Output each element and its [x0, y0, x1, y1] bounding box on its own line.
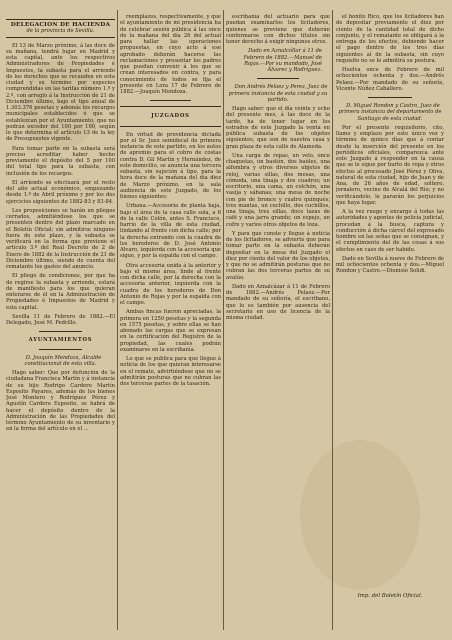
paragraph: Lo que se publica para que llegue á noticia de los que quieran interesarse en el remate, advirtiéndose que no se admitirán posturas que no cubran las dos terceras partes de la tasación. — [120, 356, 221, 387]
column-rule — [117, 10, 118, 630]
paragraph: Hago saber: Que por defunción de la ciudadana Francisca Martín y á instancia de su hijo Rodrigo Cardero Martín Esposito Payares, además de los bienes José Montero y Rodríguez Pérez y Agustín Cardero Esposito, se habrá de hacer el depósito dentro de la Administración de las Propiedades del término Ayuntamiento de su inventario y en la forma del artículo en el ... — [6, 370, 115, 433]
paragraph: D. Joaquín Mendoza, Alcalde constitucional de esta villa. — [24, 354, 102, 367]
column-3 — [226, 14, 330, 626]
paragraph: Urbana.—Accesoria de planta baja, bajo el área de la casa calle sola, a 6 de la calle Colón, antes S. Francisco, barrio de la villa de esta ciudad, lindando al frente con dicha calle; por la derecha entrando con la cuadra de los herederos de D. José Antonio Alvaro, izquierda con la accesoria que sigue, y por la espalda con el campo. — [120, 203, 221, 260]
paragraph: Don Andrés Pelaez y Perez, Juez de primera instancia de esta ciudad y su partido. — [228, 84, 328, 103]
paragraph: Hago saber: que el día veinte y ocho del presente mes, á las doce de la tarde, ha de tener lugar en los estrados de este Juzgado la venta en pública subasta de los objetos siguientes, que son de nuestra casa y gran plaza de esta calle de Alameda. — [226, 106, 330, 150]
signature: Dado en Aznalcóllar á 11 de Febrero de 1882.—Manuel de Rojas.—Por su mandado, José Álvarez y Rodríguez. — [243, 48, 322, 73]
paragraph: D. Miguel Rondon y Castro, Juez de primera instancia del departamento de Santiago de esta ciudad. — [338, 103, 442, 122]
printer-imprint: Imp. del Boletín Oficial. — [357, 593, 423, 599]
delegacion-title: DELEGACION DE HACIENDA — [10, 22, 111, 28]
paragraph: El arriendo se efectuará por el resto del año actual económico, empezando desde 1.º de Abril próximo y por los dos ejercicios siguientes de 1882-83 y 83-84. — [6, 179, 115, 205]
column-rule — [332, 10, 333, 630]
paragraph: Los proposiciones se harán en pliegos cerrados, admitiéndose los que se presenten dentro del plazo marcado en el Boletín Oficial; sin admitirse ninguno fuera de este plazo, y la subasta se verificará en la forma que previene el artículo 3.º del Real Decreto de 2 de Enero de 1882 de la Instrucción de 21 de Diciembre último, siendo de cuenta del rematante los gastos del anuncio. — [6, 207, 115, 270]
section-heading: JUZGADOS — [151, 113, 190, 120]
paragraph: escribanía del actuario para que puedan examinarlos los licitadores, quienes se previene que deberán conformarse con dichos títulos sin tener derecho á exigir ningunos otros. — [226, 14, 330, 45]
column-rule — [223, 10, 224, 630]
paragraph: El 13 de Marzo próximo, á las doce de su mañana, tendrá lugar en Madrid y esta capital, ante los respectivos Administradores de Propiedades é Impuestos, la subasta para el arriendo de los derechos que se recauden en esta ciudad y su término por especies comprendidas en las tarifas número 1.º y 2.º, con arreglo á la Instrucción de 21 de Diciembre último, bajo el tipo anual de 1.303.376 pesetas y además los recargos municipales establecidos ó que se establezcan por el Ayuntamiento, que no podrán exceder del 100 por 100, según lo que determina el artículo 13 de la ley de Presupuestos vigente. — [6, 42, 115, 143]
delegacion-header — [6, 19, 115, 38]
column-1 — [6, 14, 115, 626]
paragraph: Dado en Aznalcázar á 11 de Febrero de 1882.—Andrés Pelaez.—Por mandado de su señoría, el escribano, que lo es también por ausencia del secretario en uso de licencia de la misma ciudad. — [226, 283, 330, 321]
paragraph: Una carga de ropas, un velo, once chaquetas, un bastón, dos baúles, una alfombra y otros diversos objetos de reloj, varias sillas, dos mesas, una cómoda, una tinaja y dos cuadros; un escritorio, una cama, un colchón, una vasija y sábanas; una mesa de noche con pie de bronce y cuatro quinqués; tres mantas, un cuchillo, dos cuchillos, una tinaja, tres sillas, doce tazas de café y una jarra grande; un espejo, un cofre y varios otros objetos de loza. — [226, 152, 330, 228]
section-divider — [150, 100, 190, 101]
section-divider — [39, 331, 83, 332]
paragraph: Ambas fincas fueron apreciadas, la primera en 1250 pesetas y la segunda en 1575 pesetas, y sobre ellas se han abonado las cargas que se expresan en la certificación del Registro de la propiedad, las cuales podrán examinarse en la escribanía. — [120, 309, 221, 353]
section-heading: AYUNTAMIENTOS — [28, 337, 93, 344]
paragraph: Para tomar parte en la subasta será preciso acreditar haber hecho previamente el depósito del 5 por 100 del total tipo para la subasta, con inclusión de los recargos. — [6, 145, 115, 177]
section-divider — [257, 78, 299, 79]
paragraph: Por el presente requisitorio, cito, llamo y emplazo por este único vez y término de quince días que á contar desde la inserción del presente en los periódicos oficiales, comparezca ante este Juzgado á responder en la causa que se le sigue por hurto de ropa y otros efectos al procesado José Pérez y Oliva, natural de esta ciudad, hijo de Juan y de Ana, de 26 años de edad, soltero, jornalero, vecino de Alcalá del Río; y no verificándolo, le pararán los perjuicios que haya lugar. — [336, 124, 444, 206]
delegacion-subtitle: de la provincia de Sevilla. — [26, 28, 95, 35]
paragraph: A la vez ruego y encargo á todas las autoridades y agentes de policía judicial, procedan á la busca, captura y conducción á dicha cárcel del expresado hombre en las señas que se consignan, y el cumplimiento del de las cosas á sus efectos en caso de ser habido. — [336, 209, 444, 253]
paragraph: reemplazos, respectivamente, y que el ayuntamiento de mi presidencia ha de celebrar sesión pública á las once de la mañana del día 26 del actual para hallar las operaciones propuestas, en cuyo acto á ese aprobado deberán hacerse las reclamaciones y presentar los padres que puedan convenir á los que se crean interesados en contra, y para conocimiento de todos se fija el presente en Lora 17 de Febrero de 1882.—Joaquín Mendoza. — [120, 14, 221, 95]
section-divider — [39, 349, 83, 350]
paragraph: En virtud de providencia dictada por el Sr. Juez semidecal de primera instancia de este partido, en los autos de apremio para el cobro de costas contra D. Gil Martín y Hernández, de este domicilio, se anuncia una tercera subasta, sin sujeción á tipo, para la hora doce de la mañana del día diez de Marzo próximo, en la sala audiencia de este Juzgado, de los bienes siguientes: — [120, 131, 221, 200]
paragraph: Dado en Sevilla á nueve de Febrero de mil ochocientos ochenta y dos.—Miguel Rondon y Castro.—Dionisio Solidi. — [336, 255, 444, 275]
paragraph: El pliego de condiciones, por que ha de regirse la subasta y arriendo, estará de manifiesto para los que quieran enterarse de él en la Administración de Propiedades é Impuestos de Madrid y esta capital. — [6, 273, 115, 311]
paragraph: Huelva once de Febrero de mil ochocientos ochenta y dos.—Andrés Pelaez.—Por mandado de su señoría, Vicente Núñez Caballero. — [336, 67, 444, 92]
column-4 — [336, 14, 444, 586]
paragraph: Y para que conste y llegue á noticia de los licitadores, se advierte que para tomar parte en la subasta deberán depositar en la mesa del Juzgado el diez por ciento del valor de los objetos, y que no se admitirán posturas que no cubran las dos terceras partes de su avalúo. — [226, 230, 330, 281]
paragraph: Otra accesoria unida á la anterior y bajo el mismo área, linde al frente con dicha calle, por la derecha con la accesoria anterior, izquierda con la cuadra de los herederos de Don Antonio de Rojas y por la espalda con el campo. — [120, 262, 221, 306]
column-2 — [120, 14, 221, 626]
signature: Sevilla 11 de Febrero de 1882.—El Delegado, José M. Pedrillo. — [6, 313, 115, 326]
section-divider — [368, 97, 411, 98]
paragraph: el bonito Rico, que los licitadores han de depositar previamente el diez por ciento de la cantidad total de dicho conjunto, y el rematante se obligará á la entrega de los efectos, debiendo hacer el pago dentro de los tres días siguientes al de la subasta, sin cuyo requisito no se le admitirá su postura. — [336, 14, 444, 64]
